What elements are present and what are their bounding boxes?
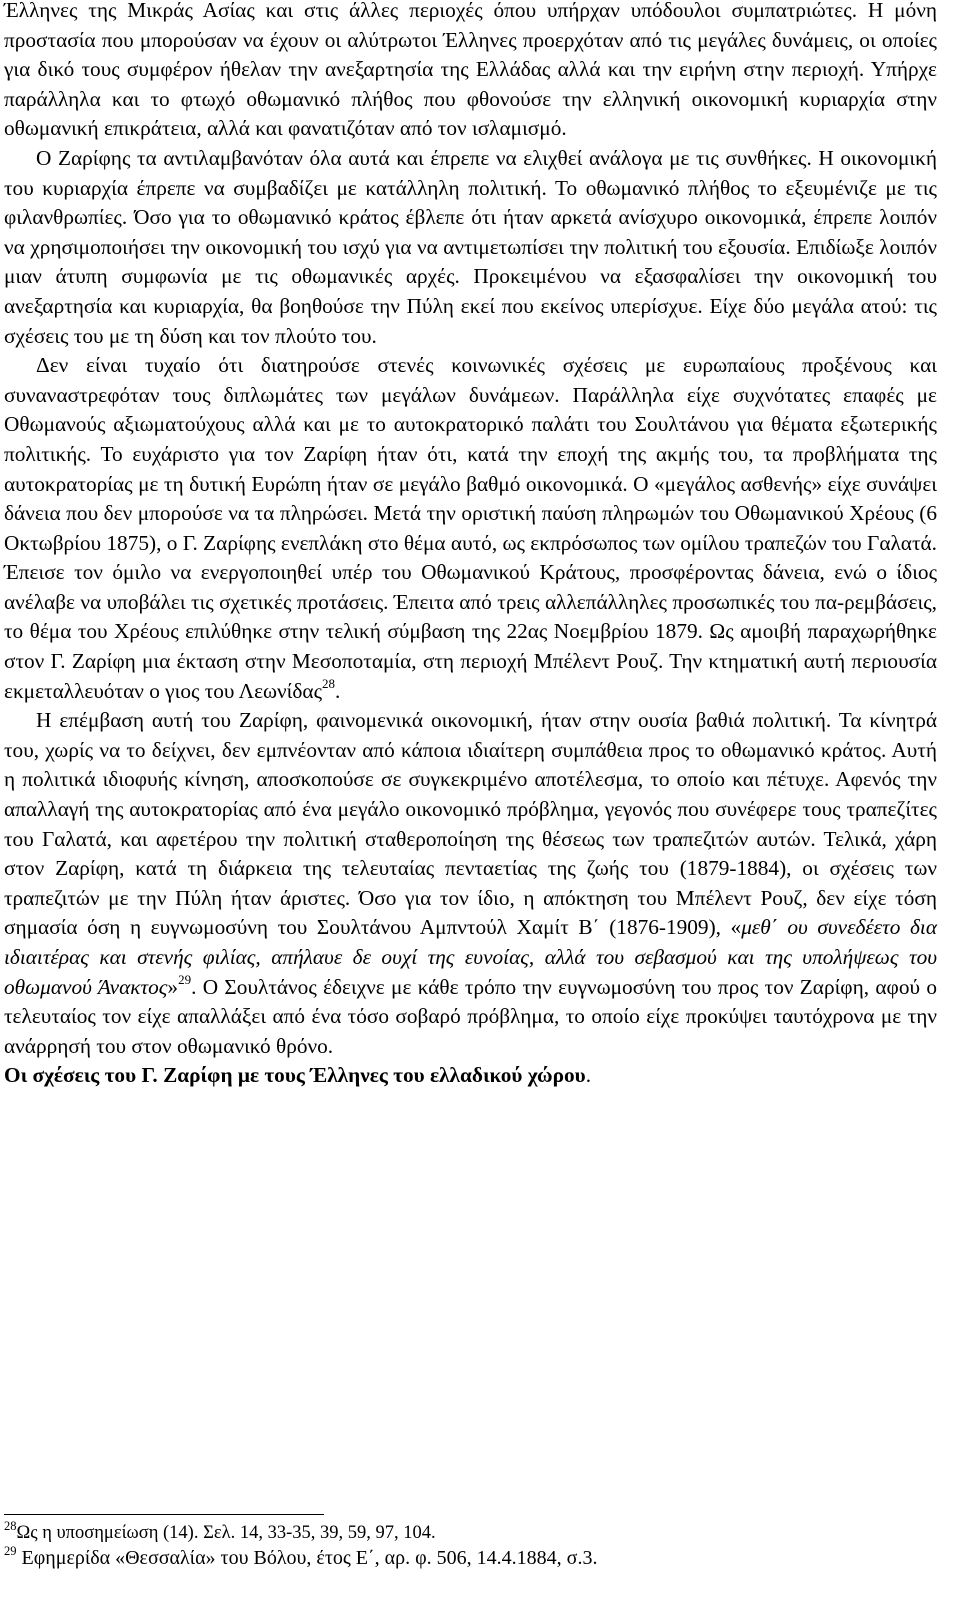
footnote-number: 29 <box>4 1544 17 1559</box>
paragraph-3-end: . <box>335 678 341 703</box>
paragraph-4-quote: μεθ΄ ου συνεδέετο δια ιδιαιτέρας και στενής φιλίας, απήλαυε δε ουχί της ευνοίας, αλλά του σεβασμού και της υπολήψεως του οθωμανού Άνακτος <box>4 915 938 999</box>
paragraph-1-text: Έλληνες της Μικράς Ασίας και στις άλλες περιοχές όπου υπήρχαν υπόδουλοι συμπατριώτες. Η μόνη προστασία που μπορούσαν να έχουν οι αλύτρωτοι Έλληνες προερχόταν από τις μεγάλες δυνάμεις, οι οποίες για δικό τους συμφέρον ήθελαν την ανεξαρτησία της Ελλάδας αλλά και την ειρήνη στην περιοχή. Υπήρχε παράλληλα και το φτωχό οθωμανικό πλήθος που φθονούσε την ελληνική οικονομική κυριαρχία στην οθωμανική επικράτεια, αλλά και φανατιζόταν από τον ισλαμισμό. <box>4 0 937 141</box>
section-heading-line <box>4 1061 937 1091</box>
paragraph-1 <box>4 0 937 144</box>
section-heading-end: . <box>585 1063 592 1088</box>
paragraph-4-text-b: . Ο Σουλτάνος έδειχνε με κάθε τρόπο την ευγνωμοσύνη του προς τον Ζαρίφη, αφού ο τελευταίος τον είχε απαλλάξει από ένα τόσο σοβαρό πρόβλημα, το οποίο είχε προκύψει ταυτόχρονα με την ανάρρησή του στον οθωμανικό θρόνο. <box>4 974 937 1058</box>
document-page <box>4 0 937 1091</box>
footnote-number: 28 <box>4 1518 17 1533</box>
footnotes <box>4 1518 937 1572</box>
footnote-text: Εφημερίδα «Θεσσαλία» του Βόλου, έτος Ε΄, αρ. φ. 506, 14.4.1884, σ.3. <box>21 1547 598 1569</box>
footnote-ref-29[interactable]: 29 <box>178 971 192 987</box>
footnote-text: Ως η υποσημείωση (14). Σελ. 14, 33-35, 39, 59, 97, 104. <box>16 1523 436 1543</box>
paragraph-4 <box>4 706 937 1061</box>
footnote-28 <box>4 1518 937 1545</box>
paragraph-3-text: Δεν είναι τυχαίο ότι διατηρούσε στενές κοινωνικές σχέσεις με ευρωπαίους προξένους και συναναστρεφόταν τους διπλωμάτες των μεγάλων δυνάμεων. Παράλληλα είχε συχνότατες επαφές με Οθωμανούς αξιωματούχους αλλά και με το αυτοκρατορικό παλάτι του Σουλτάνου για θέματα εξωτερικής πολιτικής. Το ευχάριστο για τον Ζαρίφη ήταν ότι, κατά την εποχή της ακμής του, τα προβλήματα της αυτοκρατορίας με τη δυτική Ευρώπη ήταν σε μεγάλο βαθμό οικονομικά. Ο «μεγάλος ασθενής» είχε συνάψει δάνεια που δεν μπορούσε να τα πληρώσει. Μετά την οριστική παύση πληρωμών του Οθωμανικού Χρέους (6 Οκτωβρίου 1875), ο Γ. Ζαρίφης ενεπλάκη στο θέμα αυτό, ως εκπρόσωπος των ομίλου τραπεζών του Γαλατά. Έπεισε τον όμιλο να ενεργοποιηθεί υπέρ του Οθωμανικού Κράτους, προσφέροντας δάνεια, ενώ ο ίδιος ανέλαβε να υποβάλει τις σχετικές προτάσεις. Έπειτα από τρεις αλλεπάλληλες προσωπικές του πα-ρεμβάσεις, το θέμα του Χρέους επιλύθηκε στην τελική σύμβαση της 22ας Νοεμβρίου 1879. Ως αμοιβή παραχωρήθηκε στον Γ. Ζαρίφη μια έκταση στην Μεσοποταμία, στη περιοχή Μπέλεντ Ρουζ. Την κτηματική αυτή περιουσία εκμεταλλευόταν ο γιος του Λεωνίδας <box>4 353 937 703</box>
section-heading: Οι σχέσεις του Γ. Ζαρίφη με τους Έλληνες του ελλαδικού χώρου <box>4 1063 586 1088</box>
paragraph-3 <box>4 351 937 706</box>
footnote-29 <box>4 1545 937 1572</box>
paragraph-2 <box>4 144 937 351</box>
paragraph-2-text: Ο Ζαρίφης τα αντιλαμβανόταν όλα αυτά και έπρεπε να ελιχθεί ανάλογα με τις συνθήκες. Η οικονομική του κυριαρχία έπρεπε να συμβαδίζει με κατάλληλη πολιτική. Το οθωμανικό πλήθος το εξευμένιζε με τις φιλανθρωπίες. Όσο για το οθωμανικό κράτος έβλεπε ότι ήταν αρκετά ανίσχυρο οικονομικά, έπρεπε λοιπόν να χρησιμοποιήσει την οικονομική του ισχύ για να αντιμετωπίσει την πολιτική του εξουσία. Επιδίωξε λοιπόν μιαν άτυπη συμφωνία με τις οθωμανικές αρχές. Προκειμένου να εξασφαλίσει την οικονομική του ανεξαρτησία και κυριαρχία, θα βοηθούσε την Πύλη εκεί που εκείνος υπερίσχυε. Είχε δύο μεγάλα ατού: τις σχέσεις του με τη δύση και τον πλούτο του. <box>4 145 937 348</box>
footnote-separator <box>4 1514 324 1515</box>
paragraph-4-text-a: Η επέμβαση αυτή του Ζαρίφη, φαινομενικά οικονομική, ήταν στην ουσία βαθιά πολιτική. Τα κίνητρά του, χωρίς να το δείχνει, δεν εμπνέονταν από κάποια ιδιαίτερη συμπάθεια προς το οθωμανικό κράτος. Αυτή η πολιτικά ιδιοφυής κίνηση, αποσκοπούσε σε συγκεκριμένο αποτέλεσμα, το οποίο και πέτυχε. Αφενός την απαλλαγή της αυτοκρατορίας από ένα μεγάλο οικονομικό πρόβλημα, γεγονός που συνέφερε τους τραπεζίτες του Γαλατά, και αφετέρου την πολιτική σταθεροποίηση της θέσεως των τραπεζιτών αυτών. Τελικά, χάρη στον Ζαρίφη, κατά τη διάρκεια της τελευταίας πενταετίας της ζωής του (1879-1884), οι σχέσεις των τραπεζιτών με την Πύλη ήταν άριστες. Όσο για τον ίδιο, η απόκτηση του Μπέλεντ Ρουζ, δεν είχε τόση σημασία όση η ευγνωμοσύνη του Σουλτάνου Αμπντούλ Χαμίτ Β΄ (1876-1909), « <box>4 708 937 940</box>
paragraph-4-quote-close: » <box>167 974 179 999</box>
footnote-ref-28[interactable]: 28 <box>322 675 336 691</box>
